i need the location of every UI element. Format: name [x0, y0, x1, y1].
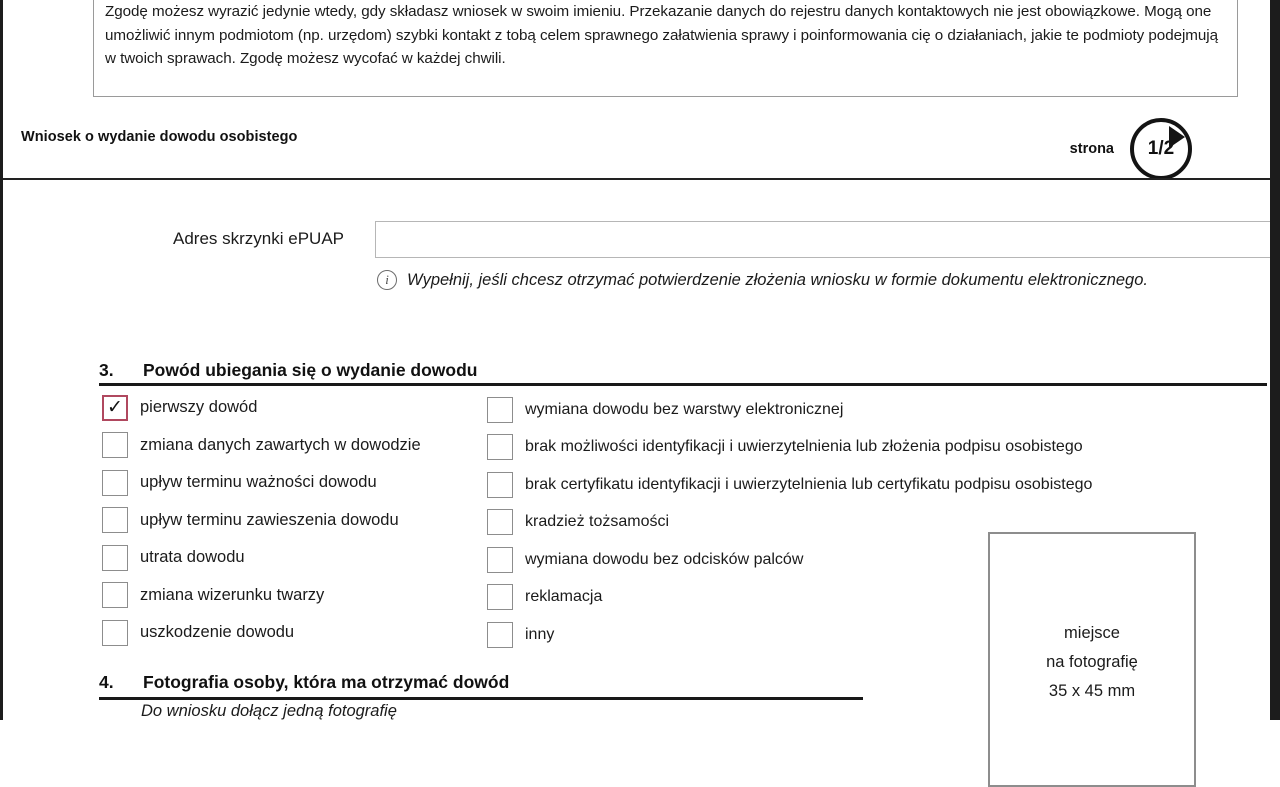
page-frame-right-edge	[1270, 0, 1280, 720]
reason-option-left-4[interactable]	[102, 539, 421, 577]
epuap-hint	[377, 267, 1177, 293]
header-divider	[3, 178, 1270, 180]
photo-placeholder-box	[988, 532, 1196, 787]
reason-option-left-label: pierwszy dowód	[140, 398, 258, 417]
photo-placeholder-line-3: 35 x 45 mm	[1048, 682, 1136, 700]
page-number-badge: 1/2	[1130, 118, 1192, 180]
checkbox-icon[interactable]	[102, 582, 128, 608]
section-3-title: Powód ubiegania się o wydanie dowodu	[143, 360, 478, 380]
reason-option-right-label: brak możliwości identyfikacji i uwierzytelnienia lub złożenia podpisu osobistego	[525, 438, 1083, 456]
checkbox-icon[interactable]	[487, 434, 513, 460]
reason-option-right-label: wymiana dowodu bez warstwy elektronicznej	[525, 400, 844, 418]
section-3-number: 3.	[99, 360, 114, 380]
reason-option-left-1[interactable]	[102, 427, 421, 465]
checkbox-icon[interactable]	[487, 509, 513, 535]
reason-option-right-label: inny	[525, 625, 555, 643]
section-3-divider	[99, 383, 1267, 386]
info-icon: i	[377, 270, 397, 290]
reason-option-right-1[interactable]	[487, 429, 1092, 467]
section-4-number: 4.	[99, 672, 114, 692]
consent-paragraph-box	[93, 0, 1238, 97]
reason-option-right-0[interactable]	[487, 391, 1092, 429]
page-title: Wniosek o wydanie dowodu osobistego	[21, 129, 298, 145]
checkbox-checked-icon[interactable]: ✓	[102, 395, 128, 421]
checkbox-icon[interactable]	[487, 584, 513, 610]
section-3-heading	[99, 360, 477, 381]
epuap-address-input[interactable]	[375, 221, 1270, 258]
section-4-note: Do wniosku dołącz jedną fotografię	[141, 702, 397, 720]
reason-option-left-5[interactable]	[102, 577, 421, 615]
reason-option-left-label: uszkodzenie dowodu	[140, 623, 295, 642]
page-indicator-label: strona	[1069, 141, 1114, 157]
checkbox-icon[interactable]	[102, 470, 128, 496]
reason-option-left-label: utrata dowodu	[140, 548, 245, 567]
reason-options-left-column	[102, 389, 421, 652]
epuap-hint-text: Wypełnij, jeśli chcesz otrzymać potwierdzenie złożenia wniosku w formie dokumentu elektronicznego.	[407, 271, 1148, 289]
reason-option-right-label: kradzież tożsamości	[525, 513, 670, 531]
checkbox-icon[interactable]	[102, 432, 128, 458]
checkbox-icon[interactable]	[102, 620, 128, 646]
checkbox-icon[interactable]	[102, 507, 128, 533]
reason-option-left-2[interactable]	[102, 464, 421, 502]
reason-option-right-label: reklamacja	[525, 588, 603, 606]
reason-option-right-2[interactable]	[487, 466, 1092, 504]
checkbox-icon[interactable]	[487, 622, 513, 648]
epuap-address-label: Adres skrzynki ePUAP	[173, 229, 344, 248]
document-page	[3, 0, 1270, 720]
checkbox-icon[interactable]	[487, 547, 513, 573]
reason-option-left-label: zmiana wizerunku twarzy	[140, 585, 325, 604]
reason-option-left-label: zmiana danych zawartych w dowodzie	[140, 435, 421, 454]
section-4-divider	[99, 697, 863, 700]
triangle-right-icon[interactable]	[1169, 126, 1185, 148]
consent-paragraph-text: Zgodę możesz wyrazić jedynie wtedy, gdy składasz wniosek w swoim imieniu. Przekazanie danych do rejestru danych kontaktowych nie jest obowiązkowe. Mogą one umożliwić innym podmiotom (np. urzędom) szybki kontakt z tobą celem sprawnego załatwienia sprawy i poinformowania cię o działaniach, jakie te podmioty podejmują w twoich sprawach. Zgodę możesz wycofać w każdej chwili.	[105, 3, 1219, 67]
reason-option-left-6[interactable]	[102, 614, 421, 652]
checkbox-icon[interactable]	[487, 472, 513, 498]
reason-option-right-label: brak certyfikatu identyfikacji i uwierzytelnienia lub certyfikatu podpisu osobistego	[525, 475, 1093, 493]
reason-option-left-0[interactable]	[102, 389, 421, 427]
photo-placeholder-line-1: miejsce	[1064, 624, 1120, 642]
reason-option-left-label: upływ terminu ważności dowodu	[140, 473, 377, 492]
reason-option-right-label: wymiana dowodu bez odcisków palców	[525, 550, 804, 568]
photo-placeholder-line-2: na fotografię	[1046, 653, 1138, 671]
reason-option-left-3[interactable]	[102, 502, 421, 540]
section-4-heading	[99, 672, 509, 693]
checkbox-icon[interactable]	[487, 397, 513, 423]
section-4-title: Fotografia osoby, która ma otrzymać dowód	[143, 672, 510, 692]
checkbox-icon[interactable]	[102, 545, 128, 571]
reason-option-left-label: upływ terminu zawieszenia dowodu	[140, 510, 399, 529]
